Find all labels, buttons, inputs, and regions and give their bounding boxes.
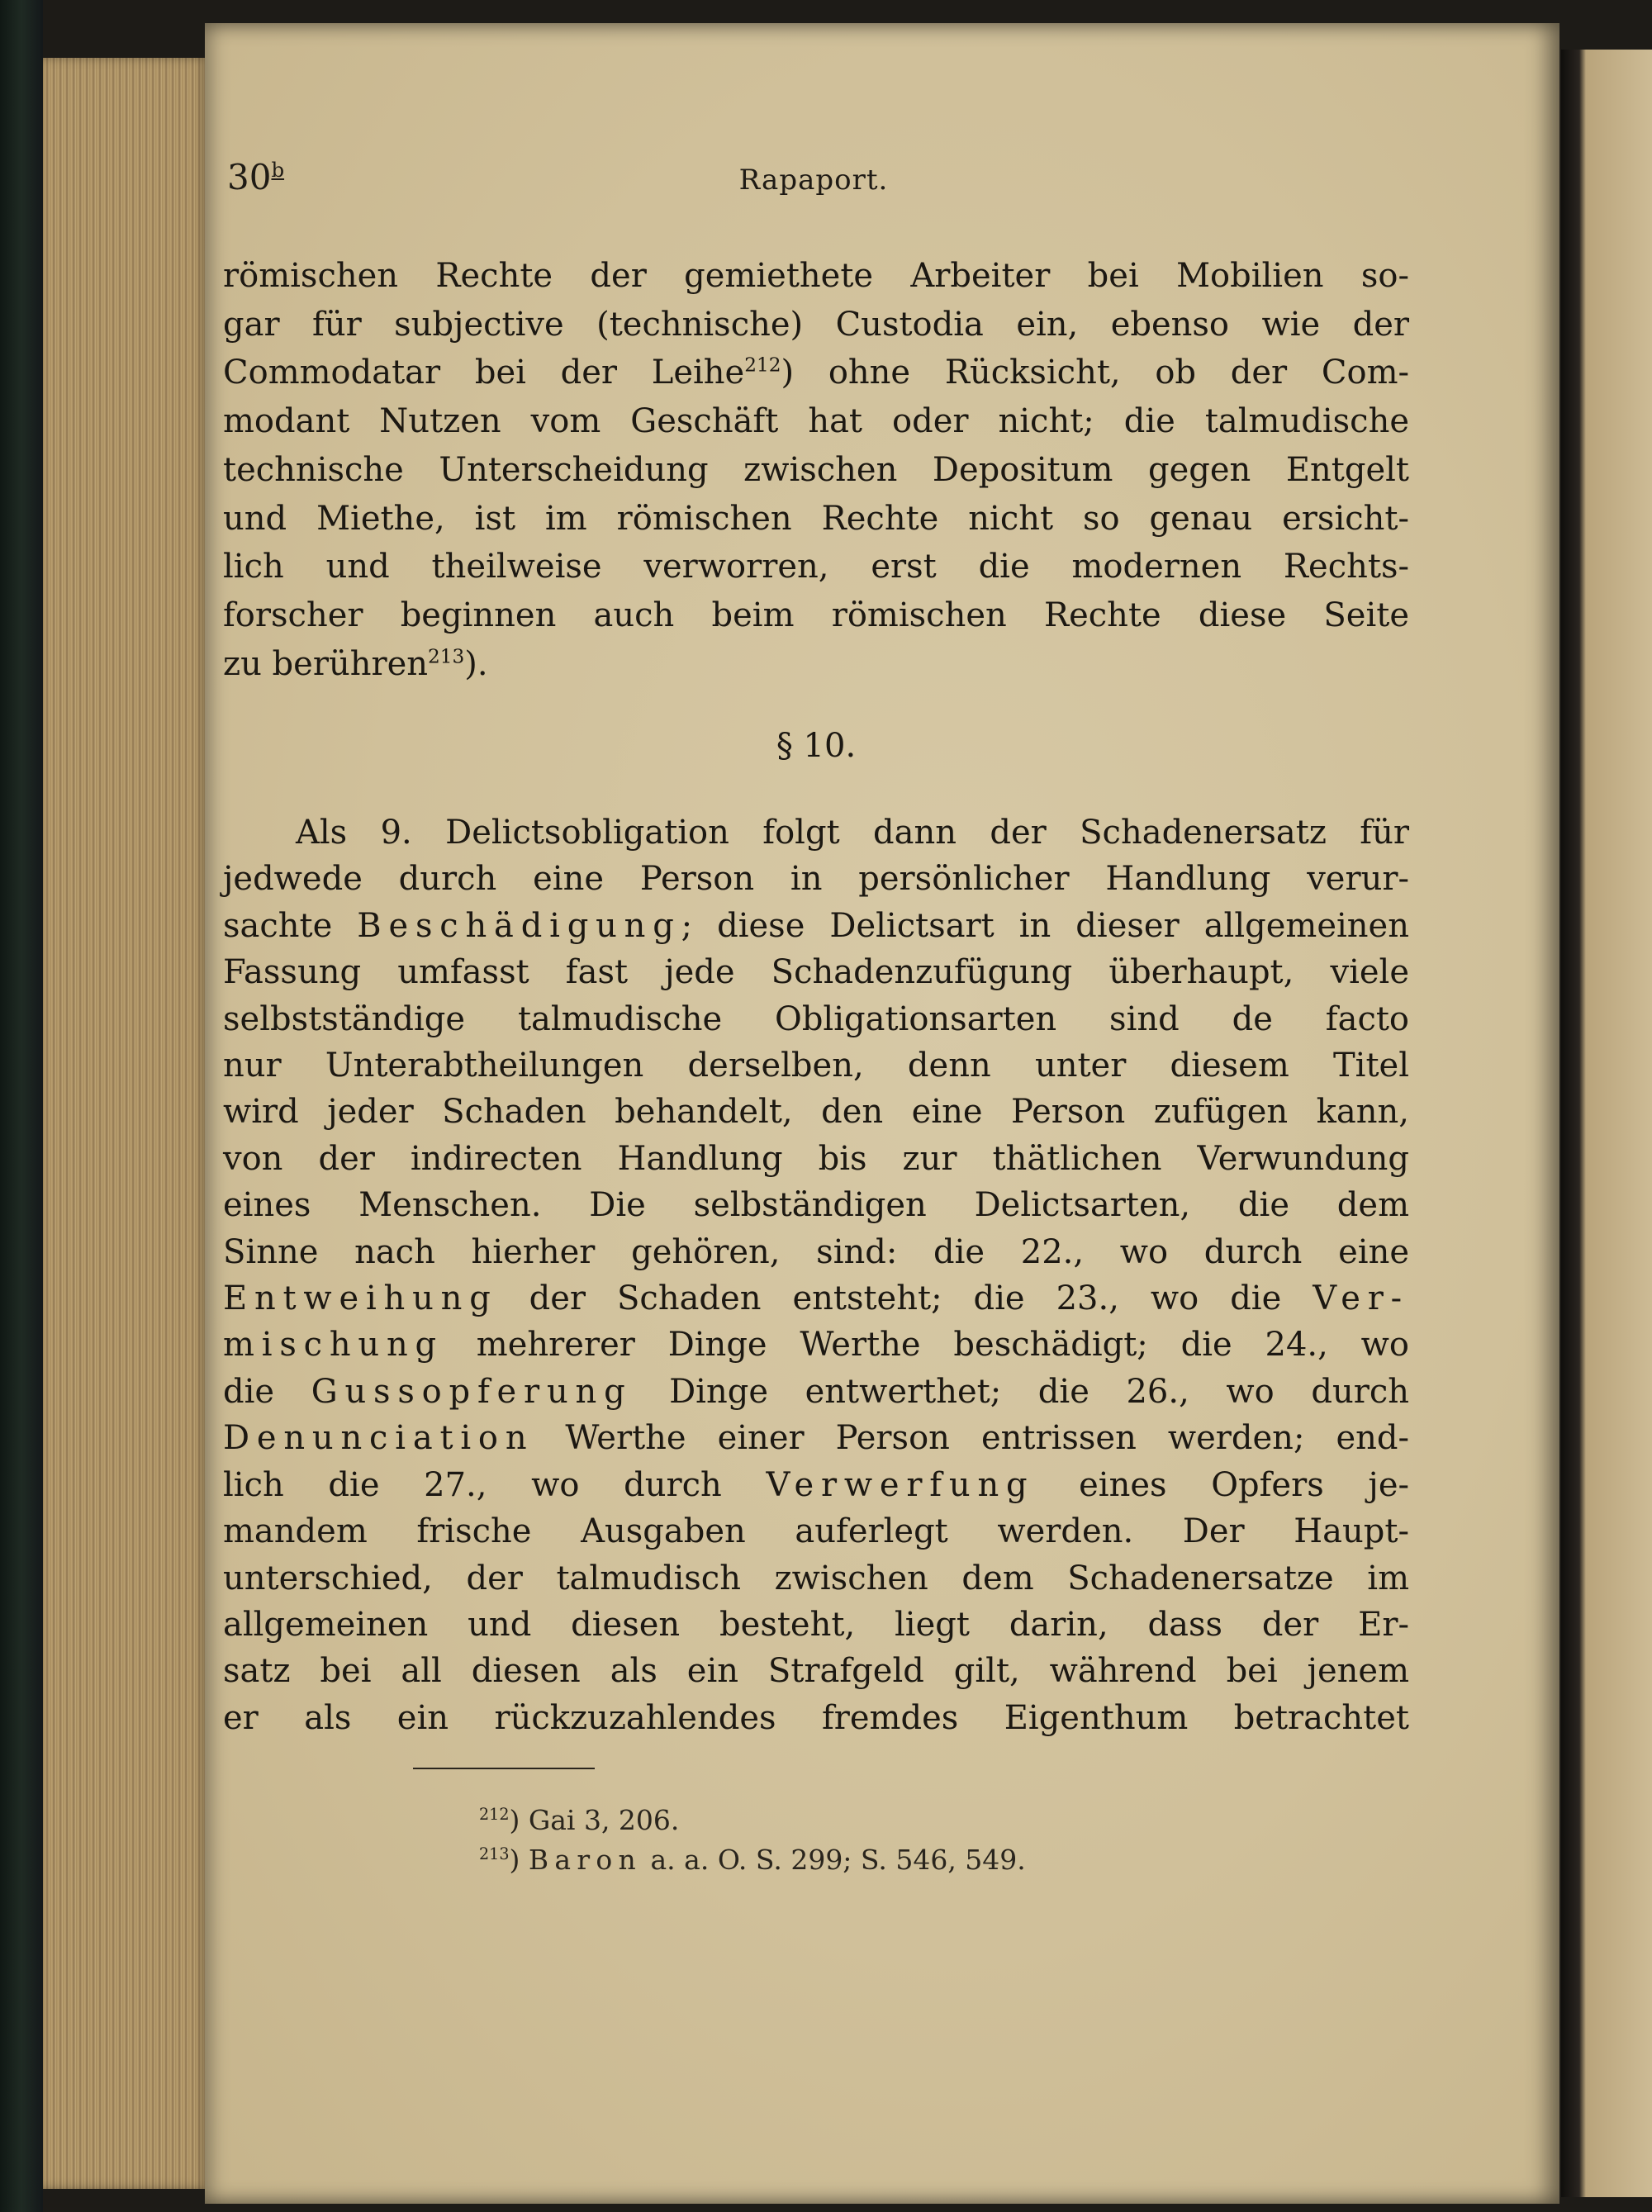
text-line: wird jeder Schaden behandelt, den eine Person zufügen kann,: [223, 1093, 1409, 1132]
text-line: er als ein rückzuzahlendes fremdes Eigenthum betrachtet: [223, 1698, 1409, 1737]
text-line: Commodatar bei der Leihe$^{212}$) ohne Rücksicht, ob der Com-: [223, 354, 1410, 392]
emphasized-term: Baron: [528, 1844, 643, 1876]
footnote-ref-213[interactable]: 213: [428, 645, 465, 668]
text-line: mandem frische Ausgaben auferlegt werden. Der Haupt-: [223, 1512, 1409, 1551]
emphasized-term: Entweihung: [223, 1279, 498, 1318]
book-binding: [0, 0, 43, 2212]
text-line: Als 9. Delictsobligation folgt dann der Schadenersatz für: [296, 814, 1409, 852]
text-line: Sinne nach hierher gehören, sind: die 22., wo durch eine: [223, 1232, 1409, 1271]
emphasized-term: mischung: [223, 1326, 444, 1365]
footnotes: [479, 1801, 1026, 1880]
footnote-mark: 213: [479, 1844, 510, 1863]
text-line: technische Unterscheidung zwischen Depositum gegen Entgelt: [223, 450, 1409, 489]
text-line: und Miethe, ist im römischen Rechte nicht so genau ersicht-: [223, 499, 1409, 538]
page-header: [227, 157, 1400, 215]
text-line: lich die 27., wo durch Verwerfung eines Opfers je-: [223, 1465, 1409, 1504]
text-line: sachte Beschädigung; diese Delictsart in dieser allgemeinen: [223, 906, 1409, 945]
text-line: von der indirecten Handlung bis zur thätlichen Verwundung: [223, 1139, 1409, 1178]
text-line: modant Nutzen vom Geschäft hat oder nicht; die talmudische: [223, 402, 1409, 441]
footnote-mark: 212: [479, 1805, 510, 1824]
page-edges: [43, 58, 208, 2189]
footnote-ref-212[interactable]: 212: [744, 354, 781, 377]
paragraph-1: [223, 252, 1409, 688]
page-number: 30$^b$: [227, 157, 285, 197]
facing-page-edge: [1561, 50, 1652, 2197]
emphasized-term: Denunciation: [223, 1419, 534, 1458]
text-line: jedwede durch eine Person in persönlicher Handlung verur-: [223, 860, 1409, 899]
text-line: Denunciation Werthe einer Person entrissen werden; end-: [223, 1419, 1409, 1458]
text-line: forscher beginnen auch beim römischen Rechte diese Seite: [223, 596, 1409, 634]
text-line: satz bei all diesen als ein Strafgeld gilt, während bei jenem: [223, 1652, 1409, 1691]
emphasized-term: Verwerfung: [766, 1465, 1035, 1504]
page-mark: b: [271, 158, 285, 182]
text-line: unterschied, der talmudisch zwischen dem Schadenersatze im: [223, 1559, 1409, 1597]
text-line: selbstständige talmudische Obligationsarten sind de facto: [223, 999, 1409, 1038]
text-line: zu berühren$^{213}$).: [223, 644, 488, 683]
paragraph-2: [223, 809, 1409, 1741]
text-line: Fassung umfasst fast jede Schadenzufügung überhaupt, viele: [223, 953, 1409, 992]
text-line: mischung mehrerer Dinge Werthe beschädigt; die 24., wo: [223, 1326, 1409, 1365]
text-line: gar für subjective (technische) Custodia ein, ebenso wie der: [223, 305, 1409, 344]
text-line: Entweihung der Schaden entsteht; die 23., wo die Ver-: [223, 1279, 1409, 1318]
emphasized-term: Beschädigung: [357, 906, 681, 945]
emphasized-term: Gussopferung: [311, 1372, 633, 1411]
emphasized-term: Ver-: [1313, 1279, 1409, 1318]
running-title: Rapaport.: [738, 164, 889, 197]
text-line: nur Unterabtheilungen derselben, denn unter diesem Titel: [223, 1047, 1409, 1085]
text-line: römischen Rechte der gemiethete Arbeiter bei Mobilien so-: [223, 257, 1409, 295]
section-heading: § 10.: [776, 727, 857, 765]
text-line: eines Menschen. Die selbständigen Delictsarten, die dem: [223, 1186, 1409, 1225]
footnote-213: $^{213}$) Baron a. a. O. S. 299; S. 546, 549.: [479, 1844, 1026, 1876]
text-line: die Gussopferung Dinge entwerthet; die 26., wo durch: [223, 1372, 1409, 1411]
footnote-divider: [413, 1768, 595, 1769]
text-line: allgemeinen und diesen besteht, liegt darin, dass der Er-: [223, 1605, 1409, 1644]
text-line: lich und theilweise verworren, erst die modernen Rechts-: [223, 548, 1409, 586]
footnote-212: $^{212}$) Gai 3, 206.: [479, 1804, 680, 1836]
